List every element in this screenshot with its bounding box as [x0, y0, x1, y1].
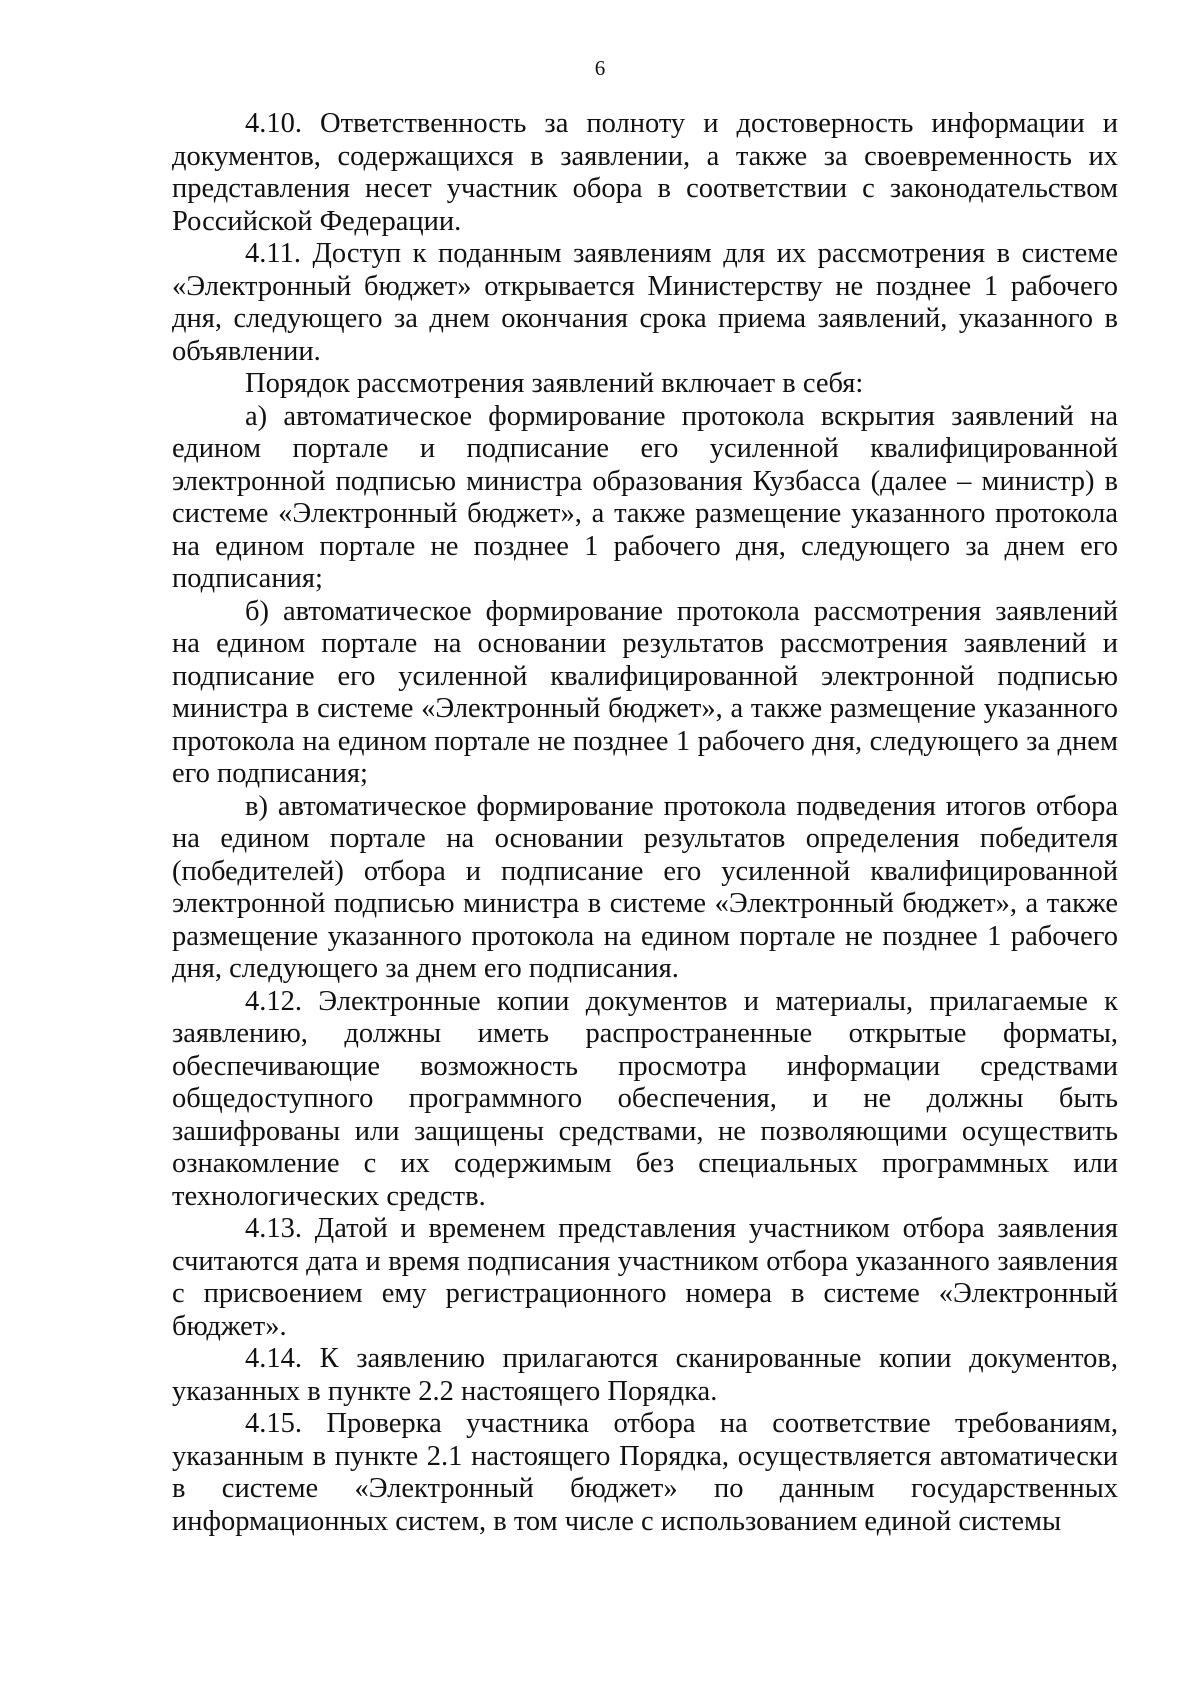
paragraph-4-14: 4.14. К заявлению прилагаются сканированные копии документов, указанных в пункте 2.2 настоящего Порядка. [172, 1343, 1118, 1407]
paragraph-item-a: а) автоматическое формирование протокола вскрытия заявлений на едином портале и подписание его усиленной квалифицированной электронной подписью министра образования Кузбасса (далее – министр) в системе «Электронный бюджет», а также размещение указанного протокола на едином портале не позднее 1 рабочего дня, следующего за днем его подписания; [172, 400, 1118, 594]
page-number: 6 [594, 56, 606, 80]
paragraph-4-10: 4.10. Ответственность за полноту и достоверность информации и документов, содержащихся в заявлении, а также за своевременность их представления несет участник обора в соответствии с законодательством Российской Федерации. [172, 108, 1118, 237]
paragraph-item-b: б) автоматическое формирование протокола рассмотрения заявлений на едином портале на основании результатов рассмотрения заявлений и подписание его усиленной квалифицированной электронной подписью министра в системе «Электронный бюджет», а также размещение указанного протокола на едином портале не позднее 1 рабочего дня, следующего за днем его подписания; [172, 595, 1118, 789]
document-body [172, 108, 1118, 1538]
paragraph-4-13: 4.13. Датой и временем представления участником отбора заявления считаются дата и время подписания участником отбора указанного заявления с присвоением ему регистрационного номера в системе «Электронный бюджет». [172, 1213, 1118, 1342]
paragraph-review-procedure: Порядок рассмотрения заявлений включает в себя: [245, 368, 864, 399]
paragraph-4-11: 4.11. Доступ к поданным заявлениям для их рассмотрения в системе «Электронный бюджет» открывается Министерству не позднее 1 рабочего дня, следующего за днем окончания срока приема заявлений, указанного в объявлении. [172, 238, 1118, 367]
paragraph-item-v: в) автоматическое формирование протокола подведения итогов отбора на едином портале на основании результатов определения победителя (победителей) отбора и подписание его усиленной квалифицированной электронной подписью министра в системе «Электронный бюджет», а также размещение указанного протокола на едином портале не позднее 1 рабочего дня, следующего за днем его подписания. [172, 790, 1118, 984]
paragraph-4-15: 4.15. Проверка участника отбора на соответствие требованиям, указанным в пункте 2.1 настоящего Порядка, осуществляется автоматически в системе «Электронный бюджет» по данным государственных информационных систем, в том числе с использованием единой системы [172, 1408, 1118, 1537]
paragraph-4-12: 4.12. Электронные копии документов и материалы, прилагаемые к заявлению, должны иметь распространенные открытые форматы, обеспечивающие возможность просмотра информации средствами общедоступного программного обеспечения, и не должны быть зашифрованы или защищены средствами, не позволяющими осуществить ознакомление с их содержимым без специальных программных или технологических средств. [172, 985, 1118, 1212]
